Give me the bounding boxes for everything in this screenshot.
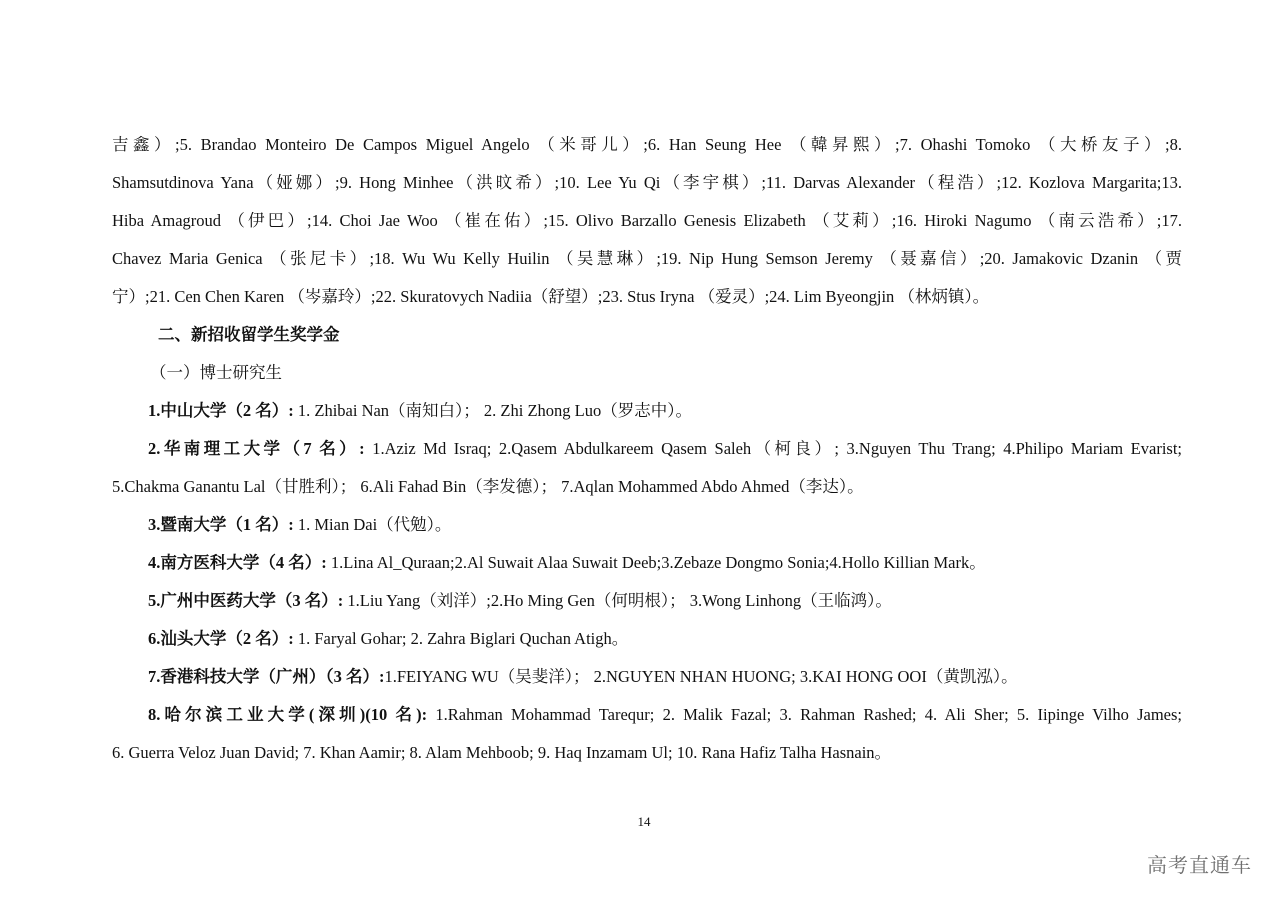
university-entry-8-continuation: 6. Guerra Veloz Juan David; 7. Khan Aamir; 8. Alam Mehboob; 9. Haq Inzamam Ul; 10. Rana Hafiz Talha Hasnain。 bbox=[112, 743, 892, 762]
list-line-5: 宁）;21. Cen Chen Karen （岑嘉玲）;22. Skuratovych Nadiia（舒望）;23. Stus Iryna （爱灵）;24. Lim Byeongjin （林炳镇）。 bbox=[112, 287, 990, 306]
university-entry-2 bbox=[148, 438, 1182, 460]
university-entry-8 bbox=[148, 704, 1182, 726]
list-line-4: Chavez Maria Genica （张尼卡）;18. Wu Wu Kelly Huilin （吴慧琳）;19. Nip Hung Semson Jeremy （聂嘉信）;20. Jamakovic Dzanin （贾 bbox=[112, 249, 1182, 268]
university-label: 8.哈尔滨工业大学(深圳)(10 名): bbox=[148, 705, 428, 724]
university-label: 4.南方医科大学（4 名）: bbox=[148, 553, 327, 572]
university-entry-6 bbox=[148, 628, 1182, 650]
university-names: 1. Mian Dai（代勉）。 bbox=[293, 515, 452, 534]
page-number: 14 bbox=[637, 814, 651, 829]
university-label: 5.广州中医药大学（3 名）: bbox=[148, 591, 344, 610]
section-heading: 二、新招收留学生奖学金 bbox=[158, 325, 340, 344]
university-entry-2-continuation: 5.Chakma Ganantu Lal（甘胜利）； 6.Ali Fahad Bin（李发德）； 7.Aqlan Mohammed Abdo Ahmed（李达）。 bbox=[112, 477, 864, 496]
university-label: 3.暨南大学（1 名）: bbox=[148, 515, 294, 534]
university-names: 1.FEIYANG WU（吴斐洋）； 2.NGUYEN NHAN HUONG; 3.KAI HONG OOI（黄凯泓）。 bbox=[384, 667, 1018, 686]
university-entry-5 bbox=[148, 590, 1182, 612]
university-names: 1. Faryal Gohar; 2. Zahra Biglari Quchan Atigh。 bbox=[293, 629, 629, 648]
university-label: 1.中山大学（2 名）: bbox=[148, 401, 294, 420]
subsection-heading: （一）博士研究生 bbox=[150, 363, 282, 382]
university-names: 1.Rahman Mohammad Tarequr; 2. Malik Fazal; 3. Rahman Rashed; 4. Ali Sher; 5. Iipinge Vilho James; bbox=[427, 705, 1182, 724]
university-names: 1.Aziz Md Israq; 2.Qasem Abdulkareem Qasem Saleh（柯良）; 3.Nguyen Thu Trang; 4.Philipo Mariam Evarist; bbox=[364, 439, 1182, 458]
university-label: 6.汕头大学（2 名）: bbox=[148, 629, 294, 648]
university-entry-4 bbox=[148, 552, 1182, 574]
university-names: 1.Liu Yang（刘洋）;2.Ho Ming Gen（何明根）； 3.Wong Linhong（王临鸿）。 bbox=[343, 591, 892, 610]
university-names: 1.Lina Al_Quraan;2.Al Suwait Alaa Suwait Deeb;3.Zebaze Dongmo Sonia;4.Hollo Killian Mark。 bbox=[326, 553, 986, 572]
watermark-logo: 高考直通车 bbox=[1147, 853, 1252, 877]
list-line-3: Hiba Amagroud （伊巴）;14. Choi Jae Woo （崔在佑）;15. Olivo Barzallo Genesis Elizabeth （艾莉）;16. Hiroki Nagumo （南云浩希）;17. bbox=[112, 211, 1182, 230]
university-label: 2.华南理工大学（7 名）: bbox=[148, 439, 365, 458]
university-names: 1. Zhibai Nan（南知白）； 2. Zhi Zhong Luo（罗志中）。 bbox=[293, 401, 693, 420]
university-entry-7 bbox=[148, 666, 1182, 688]
university-entry-1 bbox=[148, 400, 1182, 422]
university-entry-3 bbox=[148, 514, 1182, 536]
university-label: 7.香港科技大学（广州）（3 名）: bbox=[148, 667, 385, 686]
list-line-1: 吉鑫）;5. Brandao Monteiro De Campos Miguel Angelo （米哥儿）;6. Han Seung Hee （韓昇熙）;7. Ohashi Tomoko （大桥友子）;8. bbox=[112, 135, 1182, 154]
list-line-2: Shamsutdinova Yana（娅娜）;9. Hong Minhee（洪旼希）;10. Lee Yu Qi（李宇棋）;11. Darvas Alexander（程浩）;12. Kozlova Margarita;13. bbox=[112, 173, 1182, 192]
